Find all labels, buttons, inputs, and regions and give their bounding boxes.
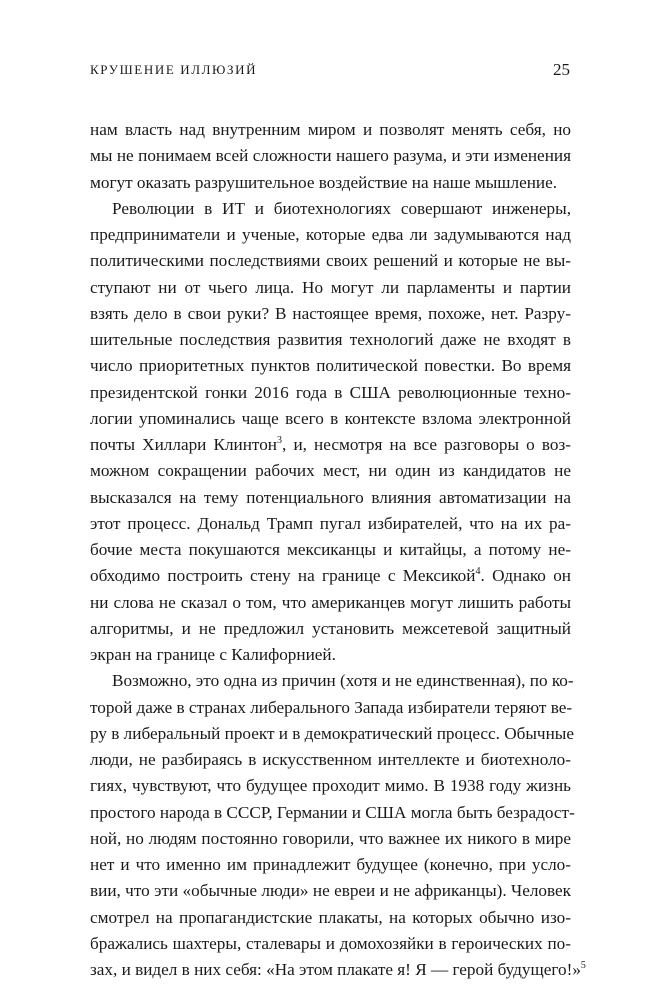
text-line <box>90 406 571 432</box>
line-text: нет и что именно им принадлежит будущее (конечно, при усло- <box>90 855 571 874</box>
text-line <box>90 590 571 616</box>
line-text-continued: , и, несмотря на все разговоры о воз- <box>282 435 572 454</box>
text-line <box>90 275 571 301</box>
text-line <box>90 905 571 931</box>
line-text: ни слова не сказал о том, что американцев могут лишить работы <box>90 592 571 612</box>
line-text: политическими последствиями своих решений и которые не вы- <box>90 251 571 271</box>
text-line <box>90 695 571 721</box>
line-text: зах, и видел в них себя: «На этом плакате я! Я — герой будущего!» <box>90 960 581 979</box>
line-text: экран на границе с Калифорнией. <box>90 645 336 664</box>
text-line <box>90 563 571 589</box>
line-text: могут оказать разрушительное воздействие на наше мышление. <box>90 172 558 192</box>
line-text: Революции в ИТ и биотехнологиях совершают инженеры, <box>112 198 571 218</box>
line-text: можном сокращении рабочих мест, ни один из кандидатов не <box>90 461 571 481</box>
line-text: бражались шахтеры, сталевары и домохозяйки в героических по- <box>90 933 571 953</box>
footnote-marker: 4 <box>475 566 481 578</box>
body-text <box>90 117 586 983</box>
text-line <box>90 800 575 826</box>
line-text: нам власть над внутренним миром и позволят менять себя, но <box>90 120 571 139</box>
line-text: торой даже в странах либерального Запада избиратели теряют ве- <box>90 697 573 717</box>
line-text: ной, но людям постоянно говорили, что важнее их никого в мире <box>90 828 571 848</box>
text-line <box>90 668 574 694</box>
text-line <box>90 117 571 143</box>
line-text: люди, не разбираясь в искусственном интеллекте и биотехноло- <box>90 750 571 769</box>
text-line <box>90 721 574 747</box>
text-line <box>90 196 571 222</box>
footnote-marker: 5 <box>580 960 586 971</box>
running-head <box>90 58 570 82</box>
text-line <box>90 537 571 563</box>
line-text: число приоритетных пунктов политической повестки. Во время <box>90 356 571 376</box>
line-text: мы не понимаем всей сложности нашего разума, и эти изменения <box>90 146 571 166</box>
text-line <box>90 380 571 406</box>
text-line <box>90 747 571 773</box>
text-line <box>90 222 571 248</box>
text-line <box>90 327 571 353</box>
text-line <box>90 931 571 957</box>
line-text: президентской гонки 2016 года в США революционные техно- <box>90 382 571 402</box>
chapter-title: КРУШЕНИЕ ИЛЛЮЗИЙ <box>90 62 258 77</box>
line-text-continued: . Однако он <box>480 566 571 586</box>
text-line <box>90 170 571 196</box>
line-text: алгоритмы, и не предложил установить межсетевой защитный <box>90 618 571 638</box>
text-line <box>90 642 571 668</box>
line-text: Возможно, это одна из причин (хотя и не единственная), по ко- <box>112 671 574 691</box>
line-text: почты Хиллари Клинтон <box>90 435 278 454</box>
text-line <box>90 616 571 642</box>
text-line <box>90 353 571 379</box>
line-text: гиях, чувствуют, что будущее проходит мимо. В 1938 году жизнь <box>90 776 571 796</box>
text-line <box>90 485 571 511</box>
text-line <box>90 826 571 852</box>
text-line <box>90 511 571 537</box>
text-line <box>90 143 571 169</box>
text-line <box>90 432 571 458</box>
line-text: смотрел на пропагандистские плакаты, на которых обычно изо- <box>90 907 571 927</box>
line-text: простого народа в СССР, Германии и США могла быть безрадост- <box>90 802 575 822</box>
line-text: логии упоминались чаще всего в контексте взлома электронной <box>90 408 571 428</box>
line-text: высказался на тему потенциального влияния автоматизации на <box>90 487 571 507</box>
line-text: вии, что эти «обычные люди» не евреи и не африканцы). Человек <box>90 881 571 901</box>
line-text: обходимо построить стену на границе с Мексикой <box>90 566 476 586</box>
line-text: предприниматели и ученые, которые едва ли задумываются над <box>90 225 571 244</box>
line-text: бочие места покушаются мексиканцы и китайцы, а потому не- <box>90 540 571 559</box>
text-line <box>90 957 586 983</box>
page-number: 25 <box>553 60 570 79</box>
text-line <box>90 773 571 799</box>
footnote-marker: 3 <box>277 435 283 446</box>
text-line <box>90 852 571 878</box>
line-text: этот процесс. Дональд Трамп пугал избирателей, что на их ра- <box>90 513 571 533</box>
line-text: шительные последствия развития технологий даже не входят в <box>90 330 571 349</box>
line-text: ступают ни от чьего лица. Но могут ли парламенты и партии <box>90 277 571 297</box>
text-line <box>90 301 571 327</box>
text-line <box>90 248 571 274</box>
text-line <box>90 878 571 904</box>
text-line <box>90 458 571 484</box>
line-text: ру в либеральный проект и в демократический процесс. Обычные <box>90 723 574 743</box>
line-text: взять дело в свои руки? В настоящее время, похоже, нет. Разру- <box>90 303 571 323</box>
